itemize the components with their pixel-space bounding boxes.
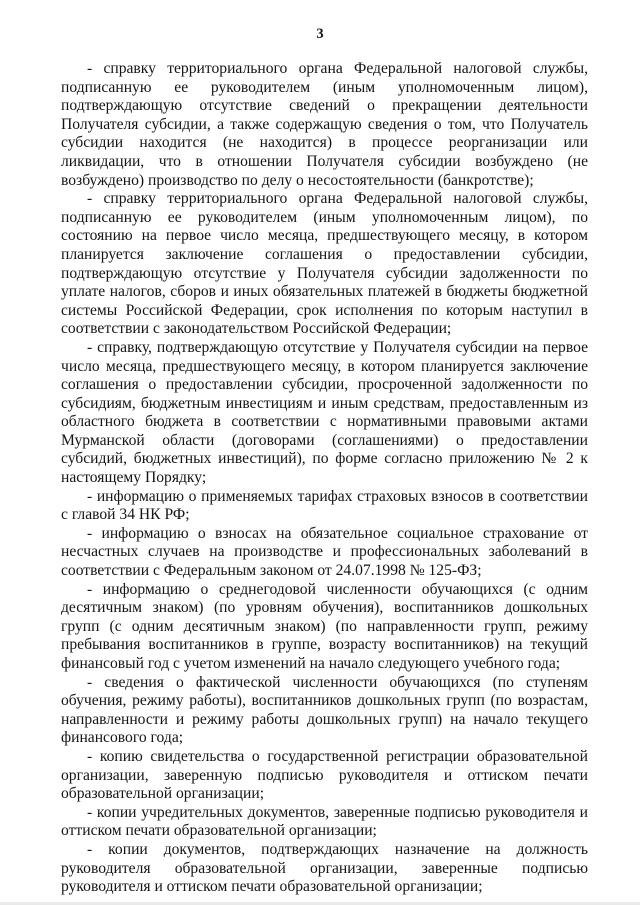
- list-item-registration-certificate-copy: - копию свидетельства о государственной регистрации образовательной организации, заверенную подписью руководителя и оттиском печати образовательной организации;: [61, 747, 588, 803]
- list-item-accident-insurance-info: - информацию о взносах на обязательное социальное страхование от несчастных случаев на производстве и профессиональных заболеваний в соответствии с Федеральным законом от 24.07.1998 № 125-ФЗ;: [61, 524, 588, 580]
- list-item-actual-enrollment-info: - сведения о фактической численности обучающихся (по ступеням обучения, режиму работы), воспитанников дошкольных групп (по возрастам, направленности и режиму работы дошкольных групп) на начало текущего финансового года;: [61, 673, 588, 747]
- list-item-average-enrollment-info: - информацию о среднегодовой численности обучающихся (с одним десятичным знаком) (по уровням обучения), воспитанников дошкольных групп (с одним десятичным знаком) (по направленности групп, режиму пребывания воспитанников в группе, возрасту воспитанников) на текущий финансовый год с учетом изменений на начало следующего учебного года;: [61, 580, 588, 672]
- list-item-founding-documents-copies: - копии учредительных документов, заверенные подписью руководителя и оттиском печати образовательной организации;: [61, 803, 588, 840]
- list-item-tax-debt-certificate: - справку территориального органа Федеральной налоговой службы, подписанную ее руководителем (иным уполномоченным лицом), по состоянию на первое число месяца, предшествующего месяцу, в котором планируется заключение соглашения о предоставлении субсидии, подтверждающую отсутствие у Получателя субсидии задолженности по уплате налогов, сборов и иных обязательных платежей в бюджеты бюджетной системы Российской Федерации, срок исполнения по которым наступил в соответствии с законодательством Российской Федерации;: [61, 190, 588, 338]
- list-item-insurance-tariffs-info: - информацию о применяемых тарифах страховых взносов в соответствии с главой 34 НК РФ;: [61, 487, 588, 524]
- document-body: [61, 60, 588, 897]
- list-item-budget-debt-certificate: - справку, подтверждающую отсутствие у Получателя субсидии на первое число месяца, предшествующего месяцу, в котором планируется заключение соглашения о предоставлении субсидии, просроченной задолженности по субсидиям, бюджетным инвестициям и иным средствам, предоставленным из областного бюджета в соответствии с нормативными правовыми актами Мурманской области (договорами (соглашениями) о предоставлении субсидий, бюджетных инвестиций), по форме согласно приложению № 2 к настоящему Порядку;: [61, 338, 588, 487]
- list-item-director-appointment-copies: - копии документов, подтверждающих назначение на должность руководителя образовательной организации, заверенные подписью руководителя и оттиском печати образовательной организации;: [61, 840, 588, 896]
- page-number: 3: [316, 26, 324, 42]
- list-item-tax-service-status-certificate: - справку территориального органа Федеральной налоговой службы, подписанную ее руководителем (иным уполномоченным лицом), подтверждающую отсутствие сведений о прекращении деятельности Получателя субсидии, а также содержащую сведения о том, что Получатель субсидии находится (не находится) в процессе реорганизации или ликвидации, что в отношении Получателя субсидии возбуждено (не возбуждено) производство по делу о несостоятельности (банкротстве);: [61, 60, 588, 189]
